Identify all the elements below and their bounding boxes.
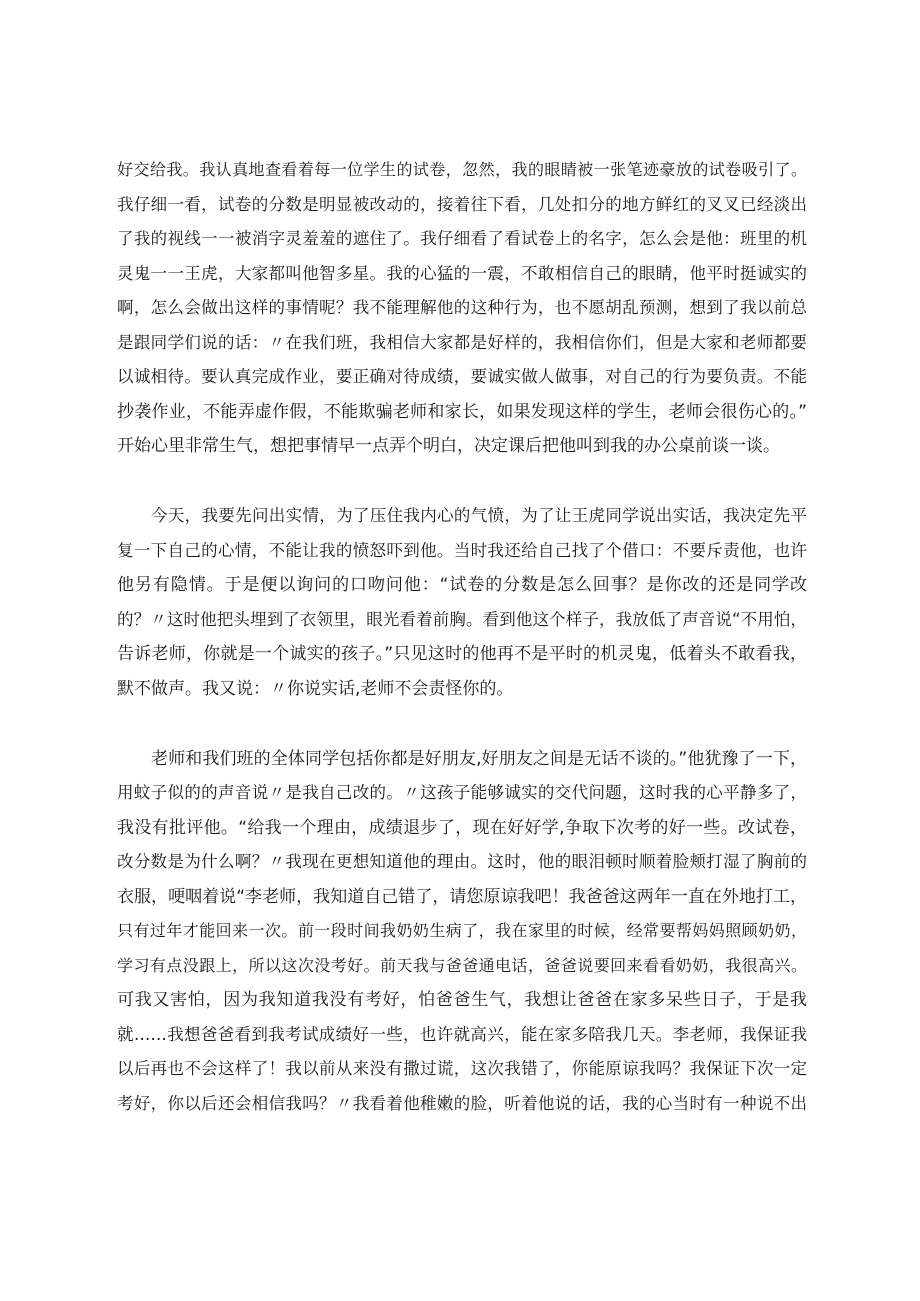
text-line: 用蚊子似的的声音说〃是我自己改的。〃这孩子能够诚实的交代问题，这时我的心平静多了， bbox=[117, 783, 807, 802]
text-line: 的？〃这时他把头埋到了衣领里，眼光看着前胸。看到他这个样子，我放低了声音说“不用怕， bbox=[117, 610, 807, 629]
text-line: 只有过年才能回来一次。前一段时间我奶奶生病了，我在家里的时候，经常要帮妈妈照顾奶奶， bbox=[117, 921, 807, 940]
text-line: 告诉老师，你就是一个诚实的孩子。”只见这时的他再不是平时的机灵鬼，低着头不敢看我， bbox=[117, 644, 807, 664]
text-line: 以诚相待。要认真完成作业，要正确对待成绩，要诚实做人做事，对自己的行为要负责。不能 bbox=[117, 367, 807, 386]
text-line: 复一下自己的心情，不能让我的愤怒吓到他。当时我还给自己找了个借口：不要斥责他，也许 bbox=[117, 541, 807, 560]
text-line: 灵鬼一一王虎，大家都叫他智多星。我的心猛的一震，不敢相信自己的眼睛，他平时挺诚实的 bbox=[117, 264, 807, 283]
text-line: 我没有批评他。“给我一个理由，成绩退步了，现在好好学,争取下次考的好一些。改试卷， bbox=[117, 818, 807, 838]
text-line: 学习有点没跟上，所以这次没考好。前天我与爸爸通电话，爸爸说要回来看看奶奶，我很高兴。 bbox=[117, 956, 807, 975]
text-line: 我仔细一看，试卷的分数是明显被改动的，接着往下看，几处扣分的地方鲜红的叉叉已经淡出 bbox=[117, 195, 807, 214]
text-line: 改分数是为什么啊？〃我现在更想知道他的理由。这时，他的眼泪顿时顺着脸颊打湿了胸前的 bbox=[117, 852, 807, 871]
text-line: 衣服，哽咽着说“李老师，我知道自己错了，请您原谅我吧！我爸爸这两年一直在外地打工， bbox=[117, 887, 807, 907]
text-line: 今天，我要先问出实情，为了压住我内心的气愤，为了让王虎同学说出实话，我决定先平 bbox=[151, 506, 807, 525]
text-line: 可我又害怕，因为我知道我没有考好，怕爸爸生气，我想让爸爸在家多呆些日子，于是我 bbox=[117, 990, 807, 1010]
text-line: 以后再也不会这样了！我以前从来没有撒过谎，这次我错了，你能原谅我吗？我保证下次一定 bbox=[117, 1059, 807, 1078]
text-line: 抄袭作业，不能弄虚作假，不能欺骗老师和家长，如果发现这样的学生，老师会很伤心的。” bbox=[117, 402, 807, 422]
text-line: 好交给我。我认真地查看着每一位学生的试卷，忽然，我的眼睛被一张笔迹豪放的试卷吸引了。 bbox=[117, 160, 807, 179]
text-line: 老师和我们班的全体同学包括你都是好朋友,好朋友之间是无话不谈的。”他犹豫了一下， bbox=[151, 749, 807, 769]
text-line: 他另有隐情。于是便以询问的口吻问他：“试卷的分数是怎么回事？是你改的还是同学改 bbox=[117, 575, 807, 595]
text-line: 开始心里非常生气，想把事情早一点弄个明白，决定课后把他叫到我的办公桌前谈一谈。 bbox=[117, 436, 780, 456]
text-line: 了我的视线一一被消字灵羞羞的遮住了。我仔细看了看试卷上的名字，怎么会是他：班里的机 bbox=[117, 229, 807, 248]
text-line: 就……我想爸爸看到我考试成绩好一些，也许就高兴，能在家多陪我几天。李老师，我保证我 bbox=[117, 1025, 807, 1044]
text-line: 默不做声。我又说：〃你说实话,老师不会责怪你的。 bbox=[117, 679, 514, 699]
text-line: 考好，你以后还会相信我吗？〃我看着他稚嫩的脸，听着他说的话，我的心当时有一种说不出 bbox=[117, 1094, 807, 1113]
text-line: 是跟同学们说的话：〃在我们班，我相信大家都是好样的，我相信你们，但是大家和老师都要 bbox=[117, 333, 807, 352]
text-line: 啊，怎么会做出这样的事情呢？我不能理解他的这种行为，也不愿胡乱预测，想到了我以前总 bbox=[117, 298, 807, 317]
